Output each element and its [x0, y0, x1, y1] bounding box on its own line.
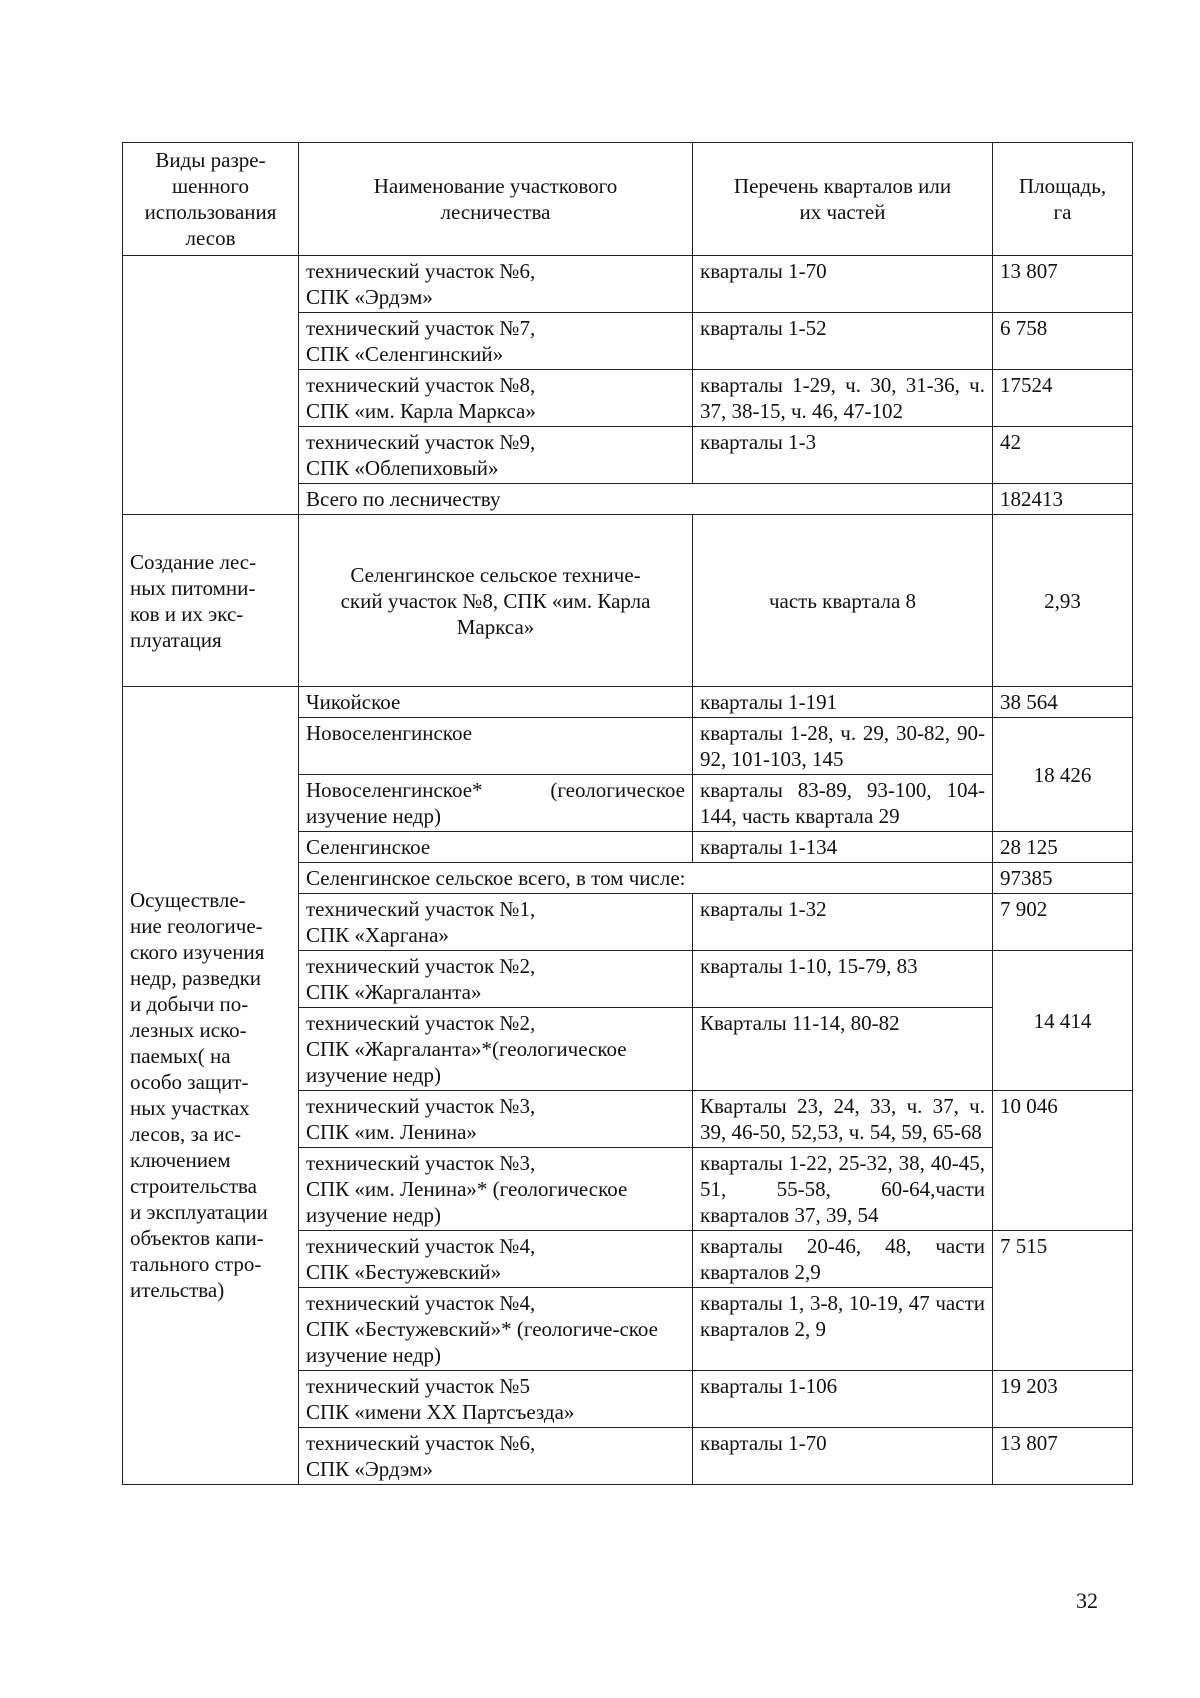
- table-row: [123, 256, 1133, 313]
- forestry-name: технический участок №6, СПК «Эрдэм»: [299, 1428, 693, 1485]
- forest-use-table: [122, 142, 1133, 1485]
- use-type: Создание лес- ных питомни- ков и их экс- плуатация: [123, 515, 299, 687]
- table-row: [123, 515, 1133, 687]
- header-row: [123, 143, 1133, 256]
- area: 13 807: [993, 256, 1133, 313]
- quarters: часть квартала 8: [693, 515, 993, 687]
- forestry-name: технический участок №9, СПК «Облепиховый»: [299, 427, 693, 484]
- area: 14 414: [993, 951, 1133, 1091]
- forestry-name: технический участок №4, СПК «Бестужевский»: [299, 1231, 693, 1288]
- quarters: кварталы 83-89, 93-100, 104-144, часть квартала 29: [693, 775, 993, 832]
- forestry-name: Новоселенгинское* (геологическое изучение недр): [299, 775, 693, 832]
- header-use-type: Виды разре- шенного использования лесов: [123, 143, 299, 256]
- header-area: Площадь, га: [993, 143, 1133, 256]
- quarters: Кварталы 23, 24, 33, ч. 37, ч. 39, 46-50, 52,53, ч. 54, 59, 65-68: [693, 1091, 993, 1148]
- area: 7 902: [993, 894, 1133, 951]
- total-area: 182413: [993, 484, 1133, 515]
- forestry-name: технический участок №7, СПК «Селенгинский»: [299, 313, 693, 370]
- forestry-name: технический участок №6, СПК «Эрдэм»: [299, 256, 693, 313]
- forestry-name: технический участок №8, СПК «им. Карла Маркса»: [299, 370, 693, 427]
- forestry-name: технический участок №3, СПК «им. Ленина»* (геологическое изучение недр): [299, 1148, 693, 1231]
- table-row: [123, 687, 1133, 718]
- area: 17524: [993, 370, 1133, 427]
- quarters: кварталы 1-32: [693, 894, 993, 951]
- quarters: кварталы 1-134: [693, 832, 993, 863]
- quarters: кварталы 1, 3-8, 10-19, 47 части кварталов 2, 9: [693, 1288, 993, 1371]
- area: 38 564: [993, 687, 1133, 718]
- area: 19 203: [993, 1371, 1133, 1428]
- area: 28 125: [993, 832, 1133, 863]
- use-type: Осуществле- ние геологиче- ского изучения недр, разведки и добычи по- лезных иско- паемых( на особо защит- ных участках лесов, за ис- ключением строительства и эксплуатации объектов капи- тального стро- ительства): [123, 687, 299, 1485]
- forestry-name: Селенгинское сельское техниче- ский участок №8, СПК «им. Карла Маркса»: [299, 515, 693, 687]
- quarters: кварталы 1-52: [693, 313, 993, 370]
- forestry-name: технический участок №2, СПК «Жаргаланта»: [299, 951, 693, 1008]
- forestry-name: Селенгинское: [299, 832, 693, 863]
- quarters: Кварталы 11-14, 80-82: [693, 1008, 993, 1091]
- quarters: кварталы 1-28, ч. 29, 30-82, 90-92, 101-103, 145: [693, 718, 993, 775]
- area: 13 807: [993, 1428, 1133, 1485]
- area: 7 515: [993, 1231, 1133, 1371]
- forestry-name: Чикойское: [299, 687, 693, 718]
- subtotal-label: Селенгинское сельское всего, в том числе:: [299, 863, 993, 894]
- quarters: кварталы 1-10, 15-79, 83: [693, 951, 993, 1008]
- forestry-name: технический участок №1, СПК «Харгана»: [299, 894, 693, 951]
- use-type-cell-empty: [123, 256, 299, 515]
- area: 42: [993, 427, 1133, 484]
- quarters: кварталы 1-22, 25-32, 38, 40-45, 51, 55-58, 60-64,части кварталов 37, 39, 54: [693, 1148, 993, 1231]
- quarters: кварталы 1-3: [693, 427, 993, 484]
- quarters: кварталы 1-29, ч. 30, 31-36, ч. 37, 38-15, ч. 46, 47-102: [693, 370, 993, 427]
- forestry-name: технический участок №5 СПК «имени XX Партсъезда»: [299, 1371, 693, 1428]
- area: 10 046: [993, 1091, 1133, 1231]
- area: 18 426: [993, 718, 1133, 832]
- subtotal-area: 97385: [993, 863, 1133, 894]
- total-label: Всего по лесничеству: [299, 484, 993, 515]
- area: 6 758: [993, 313, 1133, 370]
- page-number: 32: [1076, 1588, 1098, 1613]
- forestry-name: Новоселенгинское: [299, 718, 693, 775]
- quarters: кварталы 20-46, 48, части кварталов 2,9: [693, 1231, 993, 1288]
- quarters: кварталы 1-191: [693, 687, 993, 718]
- forestry-name: технический участок №4, СПК «Бестужевский»* (геологиче-ское изучение недр): [299, 1288, 693, 1371]
- header-forestry-name: Наименование участкового лесничества: [299, 143, 693, 256]
- area: 2,93: [993, 515, 1133, 687]
- header-quarters: Перечень кварталов или их частей: [693, 143, 993, 256]
- quarters: кварталы 1-70: [693, 1428, 993, 1485]
- quarters: кварталы 1-106: [693, 1371, 993, 1428]
- quarters: кварталы 1-70: [693, 256, 993, 313]
- forestry-name: технический участок №2, СПК «Жаргаланта»*(геологическое изучение недр): [299, 1008, 693, 1091]
- forestry-name: технический участок №3, СПК «им. Ленина»: [299, 1091, 693, 1148]
